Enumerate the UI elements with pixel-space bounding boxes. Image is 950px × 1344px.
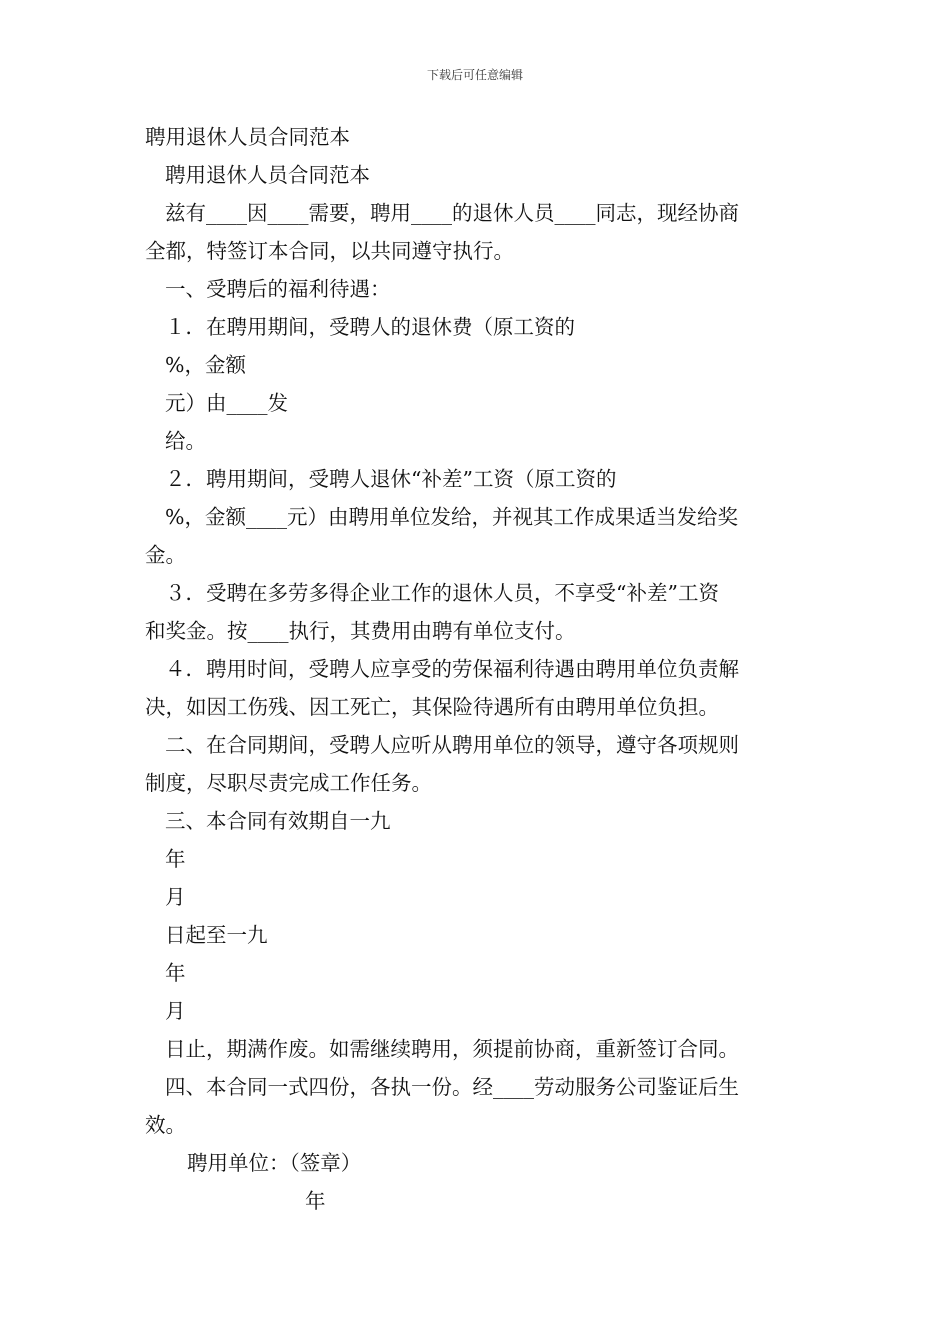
section4-line-1: 四、本合同一式四份，各执一份。经____劳动服务公司鉴证后生 xyxy=(165,1075,739,1099)
item3-line-1: ３．受聘在多劳多得企业工作的退休人员，不享受“补差”工资 xyxy=(165,581,719,605)
section3-line-1: 三、本合同有效期自一九 xyxy=(165,809,391,833)
item2-line-1: ２．聘用期间，受聘人退休“补差”工资（原工资的 xyxy=(165,467,617,491)
signature-year: 年 xyxy=(305,1189,326,1213)
item1-line-3: 元）由____发 xyxy=(165,391,288,415)
section1-heading: 一、受聘后的福利待遇： xyxy=(165,277,391,301)
signature-label: 聘用单位：（签章） xyxy=(187,1151,362,1175)
item2-line-2: %，金额____元）由聘用单位发给，并视其工作成果适当发给奖 xyxy=(165,505,738,529)
section2-line-2: 制度，尽职尽责完成工作任务。 xyxy=(145,771,432,795)
intro-line-2: 全都，特签订本合同，以共同遵守执行。 xyxy=(145,239,514,263)
page-header: 下载后可任意编辑 xyxy=(426,68,523,82)
section3-line-3: 月 xyxy=(165,885,186,909)
section3-line-5: 年 xyxy=(165,961,186,985)
section3-line-4: 日起至一九 xyxy=(165,923,268,947)
document-title: 聘用退休人员合同范本 xyxy=(145,125,350,149)
item1-line-1: １．在聘用期间，受聘人的退休费（原工资的 xyxy=(165,315,575,339)
item1-line-2: %，金额 xyxy=(165,353,246,377)
section3-line-7: 日止，期满作废。如需继续聘用，须提前协商，重新签订合同。 xyxy=(165,1037,739,1061)
section3-line-2: 年 xyxy=(165,847,186,871)
section3-line-6: 月 xyxy=(165,999,186,1023)
contract-document xyxy=(145,118,810,1220)
section4-line-2: 效。 xyxy=(145,1113,186,1137)
document-subtitle: 聘用退休人员合同范本 xyxy=(165,163,370,187)
item2-line-3: 金。 xyxy=(145,543,186,567)
item1-line-4: 给。 xyxy=(165,429,206,453)
item3-line-2: 和奖金。按____执行，其费用由聘有单位支付。 xyxy=(145,619,576,643)
item4-line-1: ４．聘用时间，受聘人应享受的劳保福利待遇由聘用单位负责解 xyxy=(165,657,739,681)
intro-line-1: 兹有____因____需要，聘用____的退休人员____同志，现经协商 xyxy=(165,201,739,225)
item4-line-2: 决，如因工伤残、因工死亡，其保险待遇所有由聘用单位负担。 xyxy=(145,695,719,719)
section2-line-1: 二、在合同期间，受聘人应听从聘用单位的领导，遵守各项规则 xyxy=(165,733,739,757)
